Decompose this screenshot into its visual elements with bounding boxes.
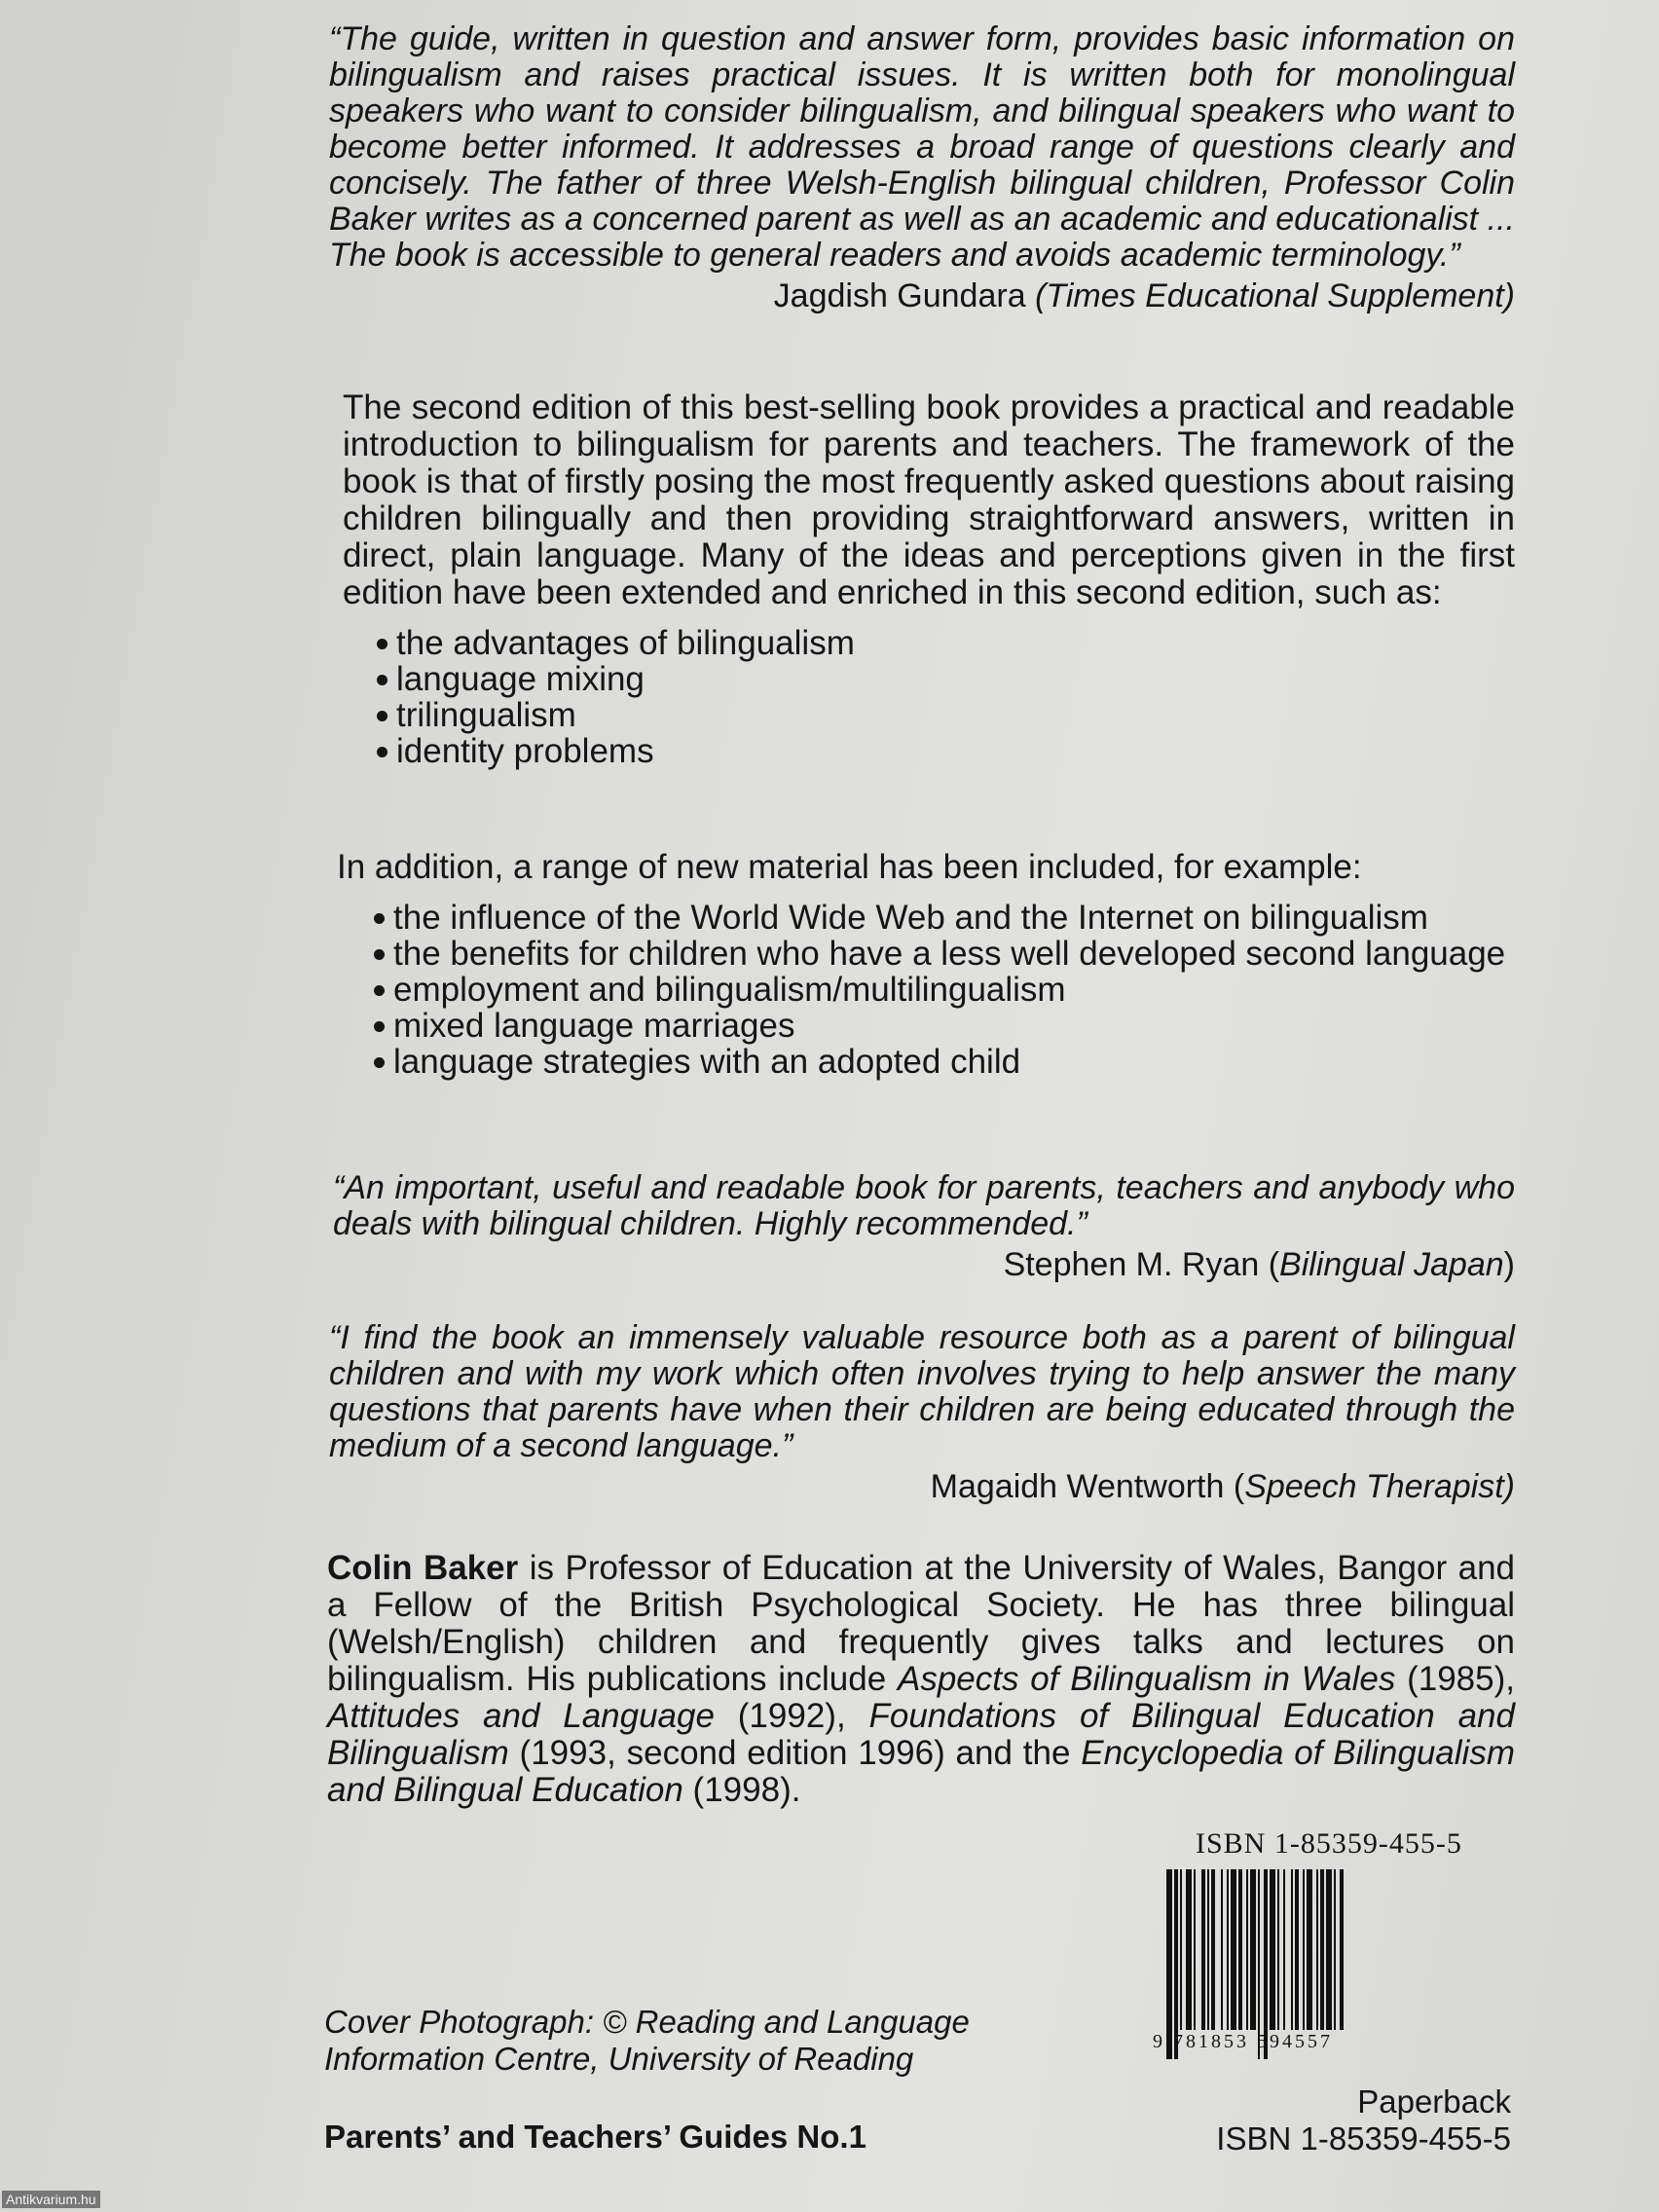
list-item: the advantages of bilingualism	[377, 625, 1515, 661]
barcode-bar	[1227, 1869, 1229, 2030]
review-quote-2	[333, 1170, 1515, 1284]
barcode-bar	[1201, 1869, 1205, 2030]
barcode-bar	[1277, 1869, 1279, 2030]
bio-text: (1985),	[1395, 1660, 1515, 1698]
quote-text: “An important, useful and readable book for parents, teachers and anybody who deals with bilingual children. Highly recommended.”	[333, 1169, 1515, 1242]
first-edition-list	[343, 625, 1515, 769]
barcode-bar	[1238, 1869, 1242, 2030]
barcode-bar	[1250, 1869, 1256, 2030]
barcode-digits: 9 781853 594557	[1153, 2031, 1333, 2052]
barcode-bar	[1283, 1869, 1285, 2030]
barcode-bar	[1194, 1869, 1196, 2030]
bio-text: (1992),	[714, 1697, 869, 1735]
barcode-bar	[1340, 1869, 1344, 2030]
review-quote-3	[329, 1320, 1515, 1506]
barcode-bar	[1334, 1869, 1336, 2030]
list-item: the benefits for children who have a less well developed second language	[374, 936, 1515, 972]
quote-source: Bilingual Japan	[1279, 1246, 1504, 1283]
description-paragraph: The second edition of this best-selling book provides a practical and readable introduction to bilingualism for parents and teachers. The framework of the book is that of firstly posing the most frequently asked questions about raising children bilingually and then providing straightforward answers, written in direct, plain language. Many of the ideas and perceptions given in the first edition have been extended and enriched in this second edition, such as:	[343, 388, 1515, 611]
quote-attribution	[329, 1468, 1515, 1506]
barcode-bar	[1246, 1869, 1248, 2030]
barcode-bar	[1270, 1869, 1275, 2030]
format-info	[1216, 2083, 1511, 2157]
barcode-bar	[1186, 1869, 1192, 2030]
new-material-intro: In addition, a range of new material has been included, for example:	[337, 848, 1362, 886]
barcode-bar	[1211, 1869, 1215, 2030]
cover-photo-credit	[324, 2004, 970, 2078]
author-bio	[327, 1550, 1515, 1809]
description-section	[343, 389, 1515, 769]
credit-line: Information Centre, University of Reading	[324, 2041, 914, 2077]
quote-attribution	[333, 1246, 1515, 1284]
barcode-bar	[1326, 1869, 1332, 2030]
barcode-bar	[1320, 1869, 1324, 2030]
format-isbn: ISBN 1-85359-455-5	[1216, 2120, 1511, 2157]
barcode-bar	[1291, 1869, 1293, 2030]
series-title: Parents’ and Teachers’ Guides No.1	[324, 2119, 866, 2155]
list-item: language strategies with an adopted child	[374, 1044, 1515, 1080]
quote-text: “I find the book an immensely valuable resource both as a parent of bilingual children and with my work which often involves trying to help answer the many questions that parents have when their children are being educated through the medium of a second language.”	[329, 1319, 1515, 1464]
review-quote-1	[329, 21, 1515, 315]
barcode-bar	[1303, 1869, 1305, 2030]
quote-author: Jagdish Gundara	[773, 277, 1026, 314]
barcode-bar	[1231, 1869, 1236, 2030]
list-item: mixed language marriages	[374, 1008, 1515, 1044]
barcode-bar	[1221, 1869, 1223, 2030]
publication-title: Aspects of Bilingualism in Wales	[897, 1660, 1396, 1698]
new-material-section	[337, 849, 1515, 1080]
list-item: identity problems	[377, 733, 1515, 769]
bio-text: (1998).	[682, 1771, 801, 1809]
quote-author: Stephen M. Ryan (	[1003, 1246, 1280, 1283]
barcode-bar	[1316, 1869, 1318, 2030]
bio-text: (1993, second edition 1996) and the	[508, 1734, 1082, 1772]
author-name: Colin Baker	[327, 1549, 519, 1587]
barcode-bar	[1180, 1869, 1182, 2030]
new-material-list	[337, 900, 1515, 1080]
list-item: employment and bilingualism/multilingualism	[374, 972, 1515, 1008]
quote-source: (Times Educational Supplement)	[1035, 277, 1515, 314]
barcode-bar	[1307, 1869, 1312, 2030]
isbn-label: ISBN 1-85359-455-5	[1196, 1827, 1462, 1860]
list-item: language mixing	[377, 661, 1515, 697]
quote-source: Speech Therapist)	[1244, 1468, 1515, 1505]
publication-title: Encyclopedia of Bilingualism and Bilingual Education	[327, 1734, 1515, 1809]
watermark: Antikvarium.hu	[2, 2191, 100, 2208]
barcode-bar	[1207, 1869, 1209, 2030]
bio-text: is Professor of Education at the University of Wales, Bangor and a Fellow of the British Psychological Society. He has three bilingual (Welsh/English) children and frequently gives talks and lectures on bilingualism. His publications include	[327, 1549, 1516, 1698]
quote-text: “The guide, written in question and answer form, provides basic information on bilingualism and raises practical issues. It is written both for monolingual speakers who want to consider bilingualism, and bilingual speakers who want to become better informed. It addresses a broad range of questions clearly and concisely. The father of three Welsh-English bilingual children, Professor Colin Baker writes as a concerned parent as well as an academic and educationalist ... The book is accessible to general readers and avoids academic terminology.”	[329, 20, 1515, 274]
format-label: Paperback	[1357, 2083, 1511, 2120]
credit-line: Cover Photograph: © Reading and Language	[324, 2004, 970, 2040]
list-item: trilingualism	[377, 697, 1515, 733]
quote-close: )	[1503, 1246, 1515, 1283]
quote-author: Magaidh Wentworth (	[930, 1468, 1245, 1505]
quote-attribution	[329, 277, 1515, 315]
barcode-bar	[1295, 1869, 1299, 2030]
publication-title: Foundations of Bilingual Education and Bilingualism	[327, 1697, 1515, 1772]
list-item: the influence of the World Wide Web and the Internet on bilingualism	[374, 900, 1515, 936]
author-bio-text	[327, 1550, 1515, 1809]
publication-title: Attitudes and Language	[327, 1697, 715, 1735]
